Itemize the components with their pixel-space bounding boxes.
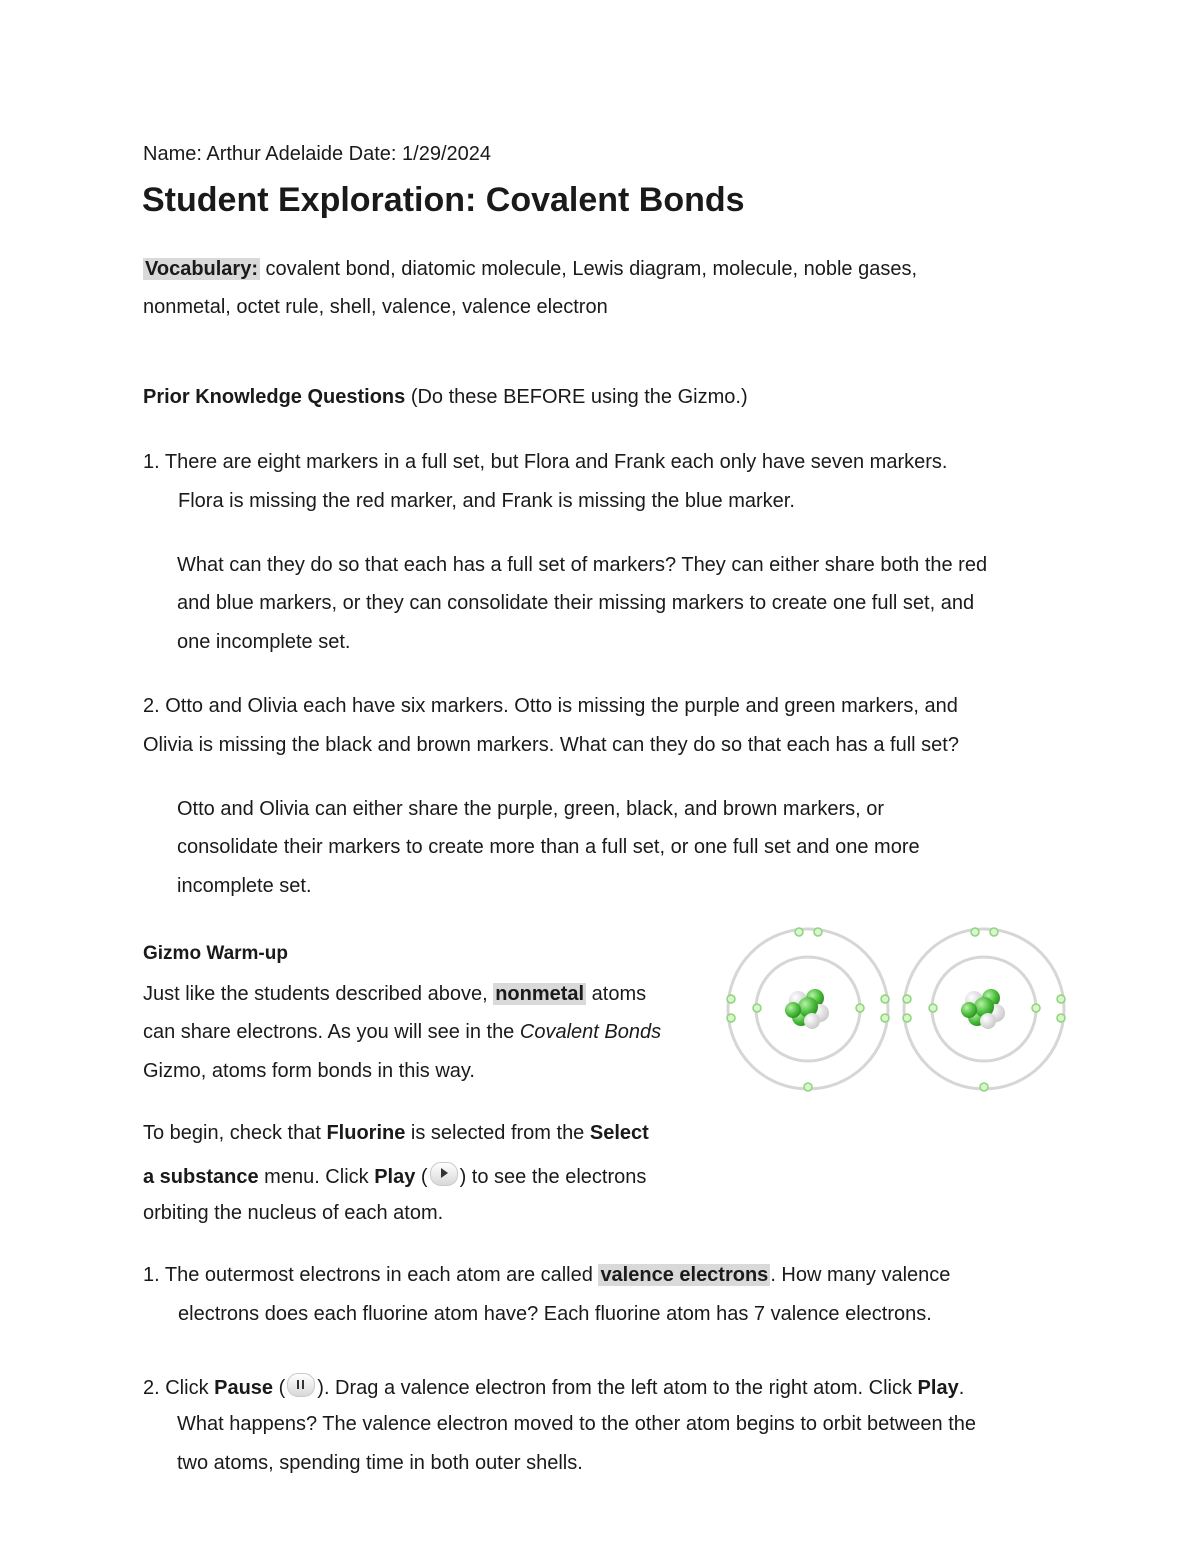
q2-text-a: 2. Click	[143, 1377, 215, 1399]
page-title: Student Exploration: Covalent Bonds	[142, 181, 745, 219]
q2-play-bold: Play	[917, 1377, 959, 1399]
right-fluorine-atom	[903, 928, 1065, 1091]
warmup-q1-line-1	[143, 1263, 950, 1287]
p2-line2-text-c: menu. Click	[258, 1166, 375, 1188]
warmup-p1-line-2	[143, 1020, 661, 1044]
q1-text-a: 1. The outermost electrons in each atom are called	[143, 1264, 599, 1286]
warmup-p1-line-3: Gizmo, atoms form bonds in this way.	[143, 1060, 475, 1082]
warmup-q1-line-2: electrons does each fluorine atom have? Each fluorine atom has 7 valence electrons.	[178, 1303, 932, 1325]
prior-q1-answer-line-1: What can they do so that each has a full set of markers? They can either share both the red	[177, 554, 988, 576]
select-bold: Select	[589, 1122, 649, 1144]
warmup-q2-line-3: two atoms, spending time in both outer shells.	[177, 1452, 583, 1474]
warmup-p1-line-1	[143, 982, 646, 1006]
left-nucleus	[785, 989, 829, 1029]
vocabulary-line-1	[143, 257, 917, 281]
prior-q2-answer-line-2: consolidate their markers to create more than a full set, or one full set and one more	[177, 836, 920, 858]
prior-q2-line-1: 2. Otto and Olivia each have six markers. Otto is missing the purple and green markers, and	[143, 695, 958, 717]
prior-q1-line-2: Flora is missing the red marker, and Frank is missing the blue marker.	[178, 490, 795, 512]
prior-q2-line-2: Olivia is missing the black and brown markers. What can they do so that each has a full set?	[143, 734, 959, 756]
p2-text-a: To begin, check that	[143, 1122, 327, 1144]
prior-heading-note: (Do these BEFORE using the Gizmo.)	[405, 386, 748, 408]
warmup-p1-text-b: atoms	[586, 983, 647, 1005]
warmup-p2-line-2	[143, 1162, 646, 1189]
warmup-heading: Gizmo Warm-up	[143, 943, 288, 964]
fluorine-bold: Fluorine	[326, 1122, 406, 1144]
pause-bar-right	[302, 1380, 304, 1389]
warmup-q2-line-1	[143, 1373, 964, 1400]
prior-q2-answer-line-1: Otto and Olivia can either share the purple, green, black, and brown markers, or	[177, 798, 885, 820]
warmup-q2-line-2: What happens? The valence electron moved to the other atom begins to orbit between the	[177, 1413, 977, 1435]
prior-q1-answer-line-2: and blue markers, or they can consolidate their missing markers to create one full set, and	[177, 592, 975, 614]
name-date-line: Name: Arthur Adelaide Date: 1/29/2024	[143, 143, 492, 165]
pause-bar-left	[297, 1380, 299, 1389]
play-triangle-icon	[441, 1168, 448, 1178]
p2-line2-paren: (	[415, 1166, 428, 1188]
right-nucleus	[961, 989, 1005, 1029]
pause-bold: Pause	[214, 1377, 274, 1399]
valence-electrons-highlight: valence electrons	[600, 1264, 769, 1286]
fluorine-atoms-figure	[722, 922, 1072, 1097]
prior-knowledge-heading	[143, 385, 748, 409]
nonmetal-highlight: nonmetal	[495, 983, 585, 1005]
q2-paren: (	[273, 1377, 286, 1399]
vocabulary-terms-1: covalent bond, diatomic molecule, Lewis diagram, molecule, noble gases,	[260, 258, 918, 280]
pause-button-icon	[287, 1373, 315, 1397]
a-substance-bold: a substance	[143, 1166, 259, 1188]
p2-text-c: is selected from the	[405, 1122, 590, 1144]
p2-line2-text-e: ) to see the electrons	[459, 1166, 647, 1188]
warmup-p1-line2-text: can share electrons. As you will see in the	[143, 1021, 520, 1043]
gizmo-name-italic: Covalent Bonds	[519, 1021, 662, 1043]
left-fluorine-atom	[727, 928, 889, 1091]
warmup-p2-line-3: orbiting the nucleus of each atom.	[143, 1202, 444, 1224]
prior-q2-answer-line-3: incomplete set.	[177, 875, 312, 897]
prior-q1-answer-line-3: one incomplete set.	[177, 631, 351, 653]
prior-heading-label: Prior Knowledge Questions	[143, 386, 406, 408]
warmup-p2-line-1	[143, 1121, 649, 1145]
play-bold: Play	[374, 1166, 416, 1188]
prior-q1-line-1: 1. There are eight markers in a full set, but Flora and Frank each only have seven markers.	[143, 451, 948, 473]
play-button-icon	[430, 1162, 458, 1186]
q1-text-b: . How many valence	[770, 1264, 951, 1286]
vocabulary-label: Vocabulary:	[145, 258, 258, 280]
q2-period: .	[958, 1377, 965, 1399]
q2-text-c: ). Drag a valence electron from the left atom to the right atom. Click	[317, 1377, 918, 1399]
vocabulary-line-2: nonmetal, octet rule, shell, valence, valence electron	[143, 296, 608, 318]
warmup-p1-text-a: Just like the students described above,	[143, 983, 494, 1005]
